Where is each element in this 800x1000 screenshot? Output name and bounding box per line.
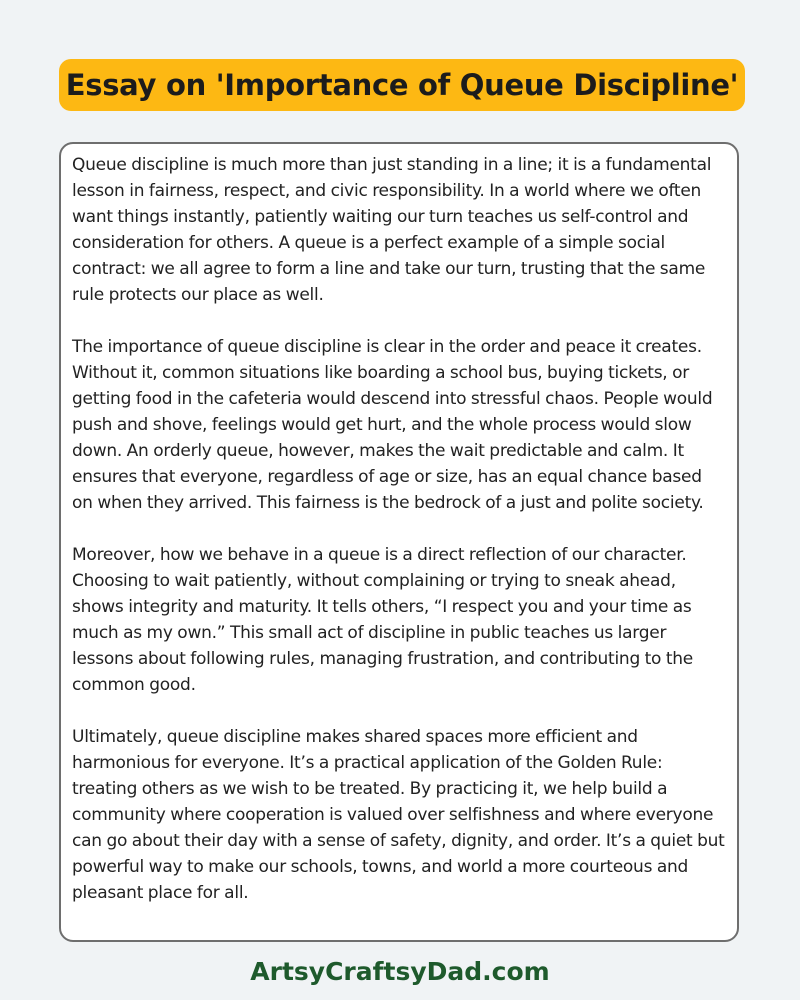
essay-paragraph-2: The importance of queue discipline is clear in the order and peace it creates. Without it, common situations like boarding a school bus, buying tickets, or getting food in the cafeteria would descend into stressful chaos. People would push and shove, feelings would get hurt, and the whole process would slow down. An orderly queue, however, makes the wait predictable and calm. It ensures that everyone, regardless of age or size, has an equal chance based on when they arrived. This fairness is the bedrock of a just and polite society. xyxy=(72,337,713,513)
essay-paragraph-3: Moreover, how we behave in a queue is a direct reflection of our character. Choosing to wait patiently, without complaining or trying to sneak ahead, shows integrity and maturity. It tells others, “I respect you and your time as much as my own.” This small act of discipline in public teaches us larger lessons about following rules, managing frustration, and contributing to the common good. xyxy=(72,545,694,695)
essay-box xyxy=(59,142,739,942)
page-title: Essay on 'Importance of Queue Discipline' xyxy=(65,68,739,102)
footer-site-link[interactable]: ArtsyCraftsyDad.com xyxy=(250,957,550,986)
title-banner xyxy=(59,59,745,111)
essay-paragraph-1: Queue discipline is much more than just standing in a line; it is a fundamental lesson in fairness, respect, and civic responsibility. In a world where we often want things instantly, patiently waiting our turn teaches us self-control and consideration for others. A queue is a perfect example of a simple social contract: we all agree to form a line and take our turn, trusting that the same rule protects our place as well. xyxy=(72,155,712,305)
essay-paragraph-4: Ultimately, queue discipline makes shared spaces more efficient and harmonious for everyone. It’s a practical application of the Golden Rule: treating others as we wish to be treated. By practicing it, we help build a community where cooperation is valued over selfishness and where everyone can go about their day with a sense of safety, dignity, and order. It’s a quiet but powerful way to make our schools, towns, and world a more courteous and pleasant place for all. xyxy=(72,727,725,903)
